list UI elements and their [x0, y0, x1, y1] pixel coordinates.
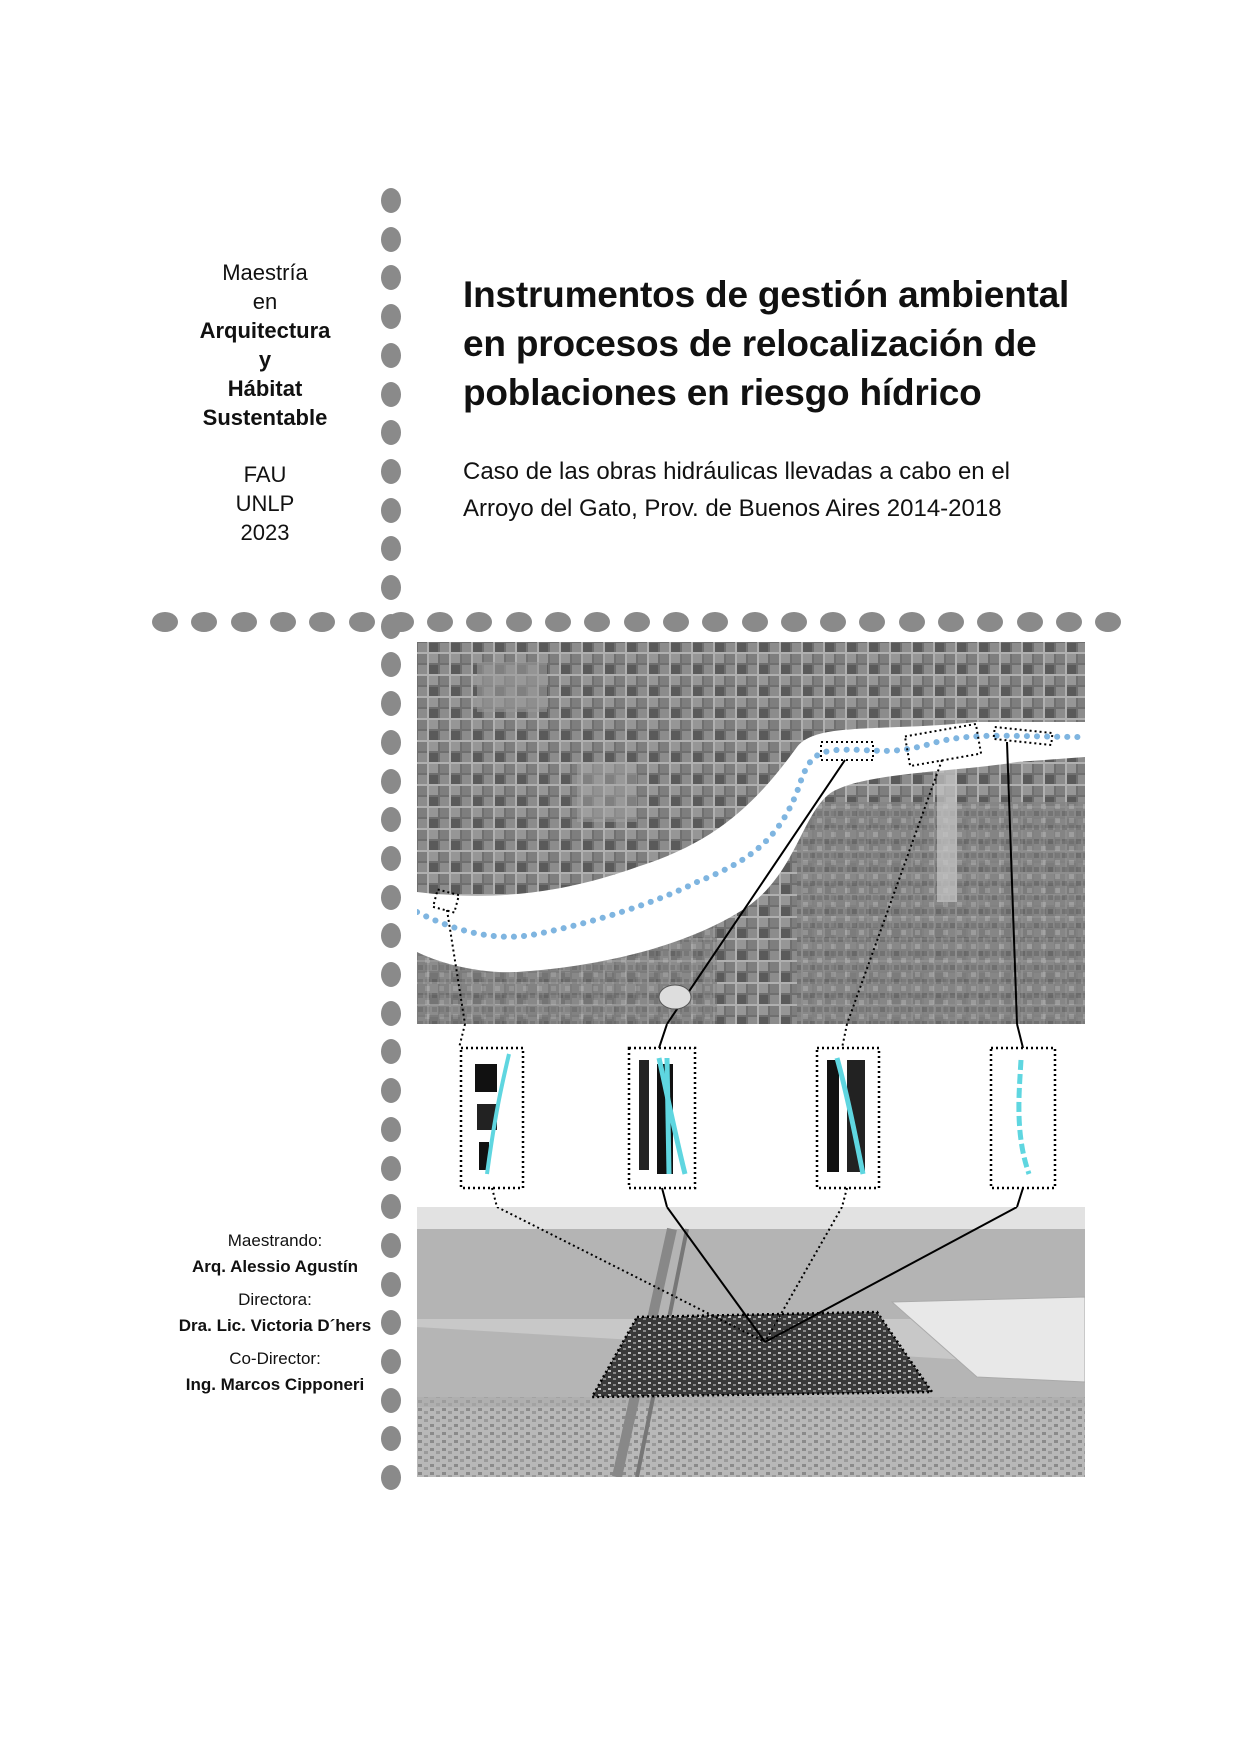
- divider-dot: [270, 612, 296, 632]
- divider-dot: [381, 227, 401, 252]
- divider-dot: [545, 612, 571, 632]
- title-line: en procesos de relocalización de: [463, 323, 1037, 364]
- divider-dot: [381, 420, 401, 445]
- divider-dot: [381, 691, 401, 716]
- program-line: Hábitat: [227, 376, 303, 401]
- university-label: UNLP: [235, 491, 295, 516]
- divider-dot: [381, 1001, 401, 1026]
- program-line: y: [258, 347, 272, 372]
- divider-dot: [381, 304, 401, 329]
- divider-dot: [381, 962, 401, 987]
- divider-dot: [781, 612, 807, 632]
- program-line: Arquitectura: [199, 318, 331, 343]
- divider-dot: [381, 1078, 401, 1103]
- divider-dot: [1056, 612, 1082, 632]
- divider-dot: [349, 612, 375, 632]
- credits-block: [160, 1228, 390, 1398]
- divider-dot: [1017, 612, 1043, 632]
- institution-block: [180, 460, 350, 547]
- divider-dot: [381, 1194, 401, 1219]
- divider-dot: [309, 612, 335, 632]
- student-role: Maestrando:: [227, 1231, 323, 1250]
- aerial-map-svg: [417, 642, 1085, 1024]
- divider-dot: [584, 612, 610, 632]
- divider-dot: [381, 1117, 401, 1142]
- divider-dot: [381, 382, 401, 407]
- divider-dot: [381, 923, 401, 948]
- divider-dot: [381, 459, 401, 484]
- divider-dot: [152, 612, 178, 632]
- divider-dot: [381, 730, 401, 755]
- divider-dot: [938, 612, 964, 632]
- director-name: Dra. Lic. Victoria D´hers: [178, 1316, 372, 1335]
- codirector-name: Ing. Marcos Cipponeri: [185, 1375, 365, 1394]
- divider-dot: [702, 612, 728, 632]
- page-title: [463, 270, 1103, 417]
- subtitle-line: Arroyo del Gato, Prov. de Buenos Aires 2014-2018: [463, 495, 1002, 522]
- program-line: Maestría: [222, 260, 308, 285]
- divider-dot: [381, 575, 401, 600]
- divider-dot: [663, 612, 689, 632]
- divider-dot: [742, 612, 768, 632]
- detail-panels: [417, 1024, 1085, 1207]
- divider-dot: [381, 1426, 401, 1451]
- divider-dot: [859, 612, 885, 632]
- divider-dot: [381, 265, 401, 290]
- divider-dot: [381, 846, 401, 871]
- divider-dot: [1095, 612, 1121, 632]
- divider-dot: [977, 612, 1003, 632]
- divider-dot: [231, 612, 257, 632]
- divider-dot: [899, 612, 925, 632]
- divider-dot: [427, 612, 453, 632]
- divider-dot: [381, 498, 401, 523]
- aerial-map-image: [417, 642, 1085, 1024]
- divider-dot: [381, 652, 401, 677]
- page-subtitle: [463, 453, 1103, 527]
- divider-dot: [624, 612, 650, 632]
- divider-dot: [381, 1039, 401, 1064]
- program-line: Sustentable: [202, 405, 328, 430]
- divider-dot: [381, 769, 401, 794]
- program-block: [180, 258, 350, 432]
- title-line: poblaciones en riesgo hídrico: [463, 372, 982, 413]
- divider-dot: [381, 807, 401, 832]
- divider-dot: [820, 612, 846, 632]
- divider-dot: [381, 188, 401, 213]
- oblique-photo-svg: [417, 1207, 1085, 1477]
- divider-dot: [506, 612, 532, 632]
- codirector-role: Co-Director:: [229, 1349, 321, 1368]
- divider-dot: [466, 612, 492, 632]
- divider-dot: [381, 536, 401, 561]
- divider-dot: [388, 612, 414, 632]
- divider-dot: [381, 1156, 401, 1181]
- year-label: 2023: [240, 520, 290, 545]
- title-line: Instrumentos de gestión ambiental: [463, 274, 1070, 315]
- detail-panels-svg: [417, 1024, 1085, 1207]
- oblique-photo: [417, 1207, 1085, 1477]
- divider-dot: [191, 612, 217, 632]
- divider-dot: [381, 1465, 401, 1490]
- program-line: en: [252, 289, 278, 314]
- divider-dot: [381, 343, 401, 368]
- divider-dot: [381, 885, 401, 910]
- student-name: Arq. Alessio Agustín: [192, 1257, 358, 1276]
- faculty-label: FAU: [243, 462, 287, 487]
- subtitle-line: Caso de las obras hidráulicas llevadas a cabo en el: [463, 458, 1010, 485]
- director-role: Directora:: [238, 1290, 312, 1309]
